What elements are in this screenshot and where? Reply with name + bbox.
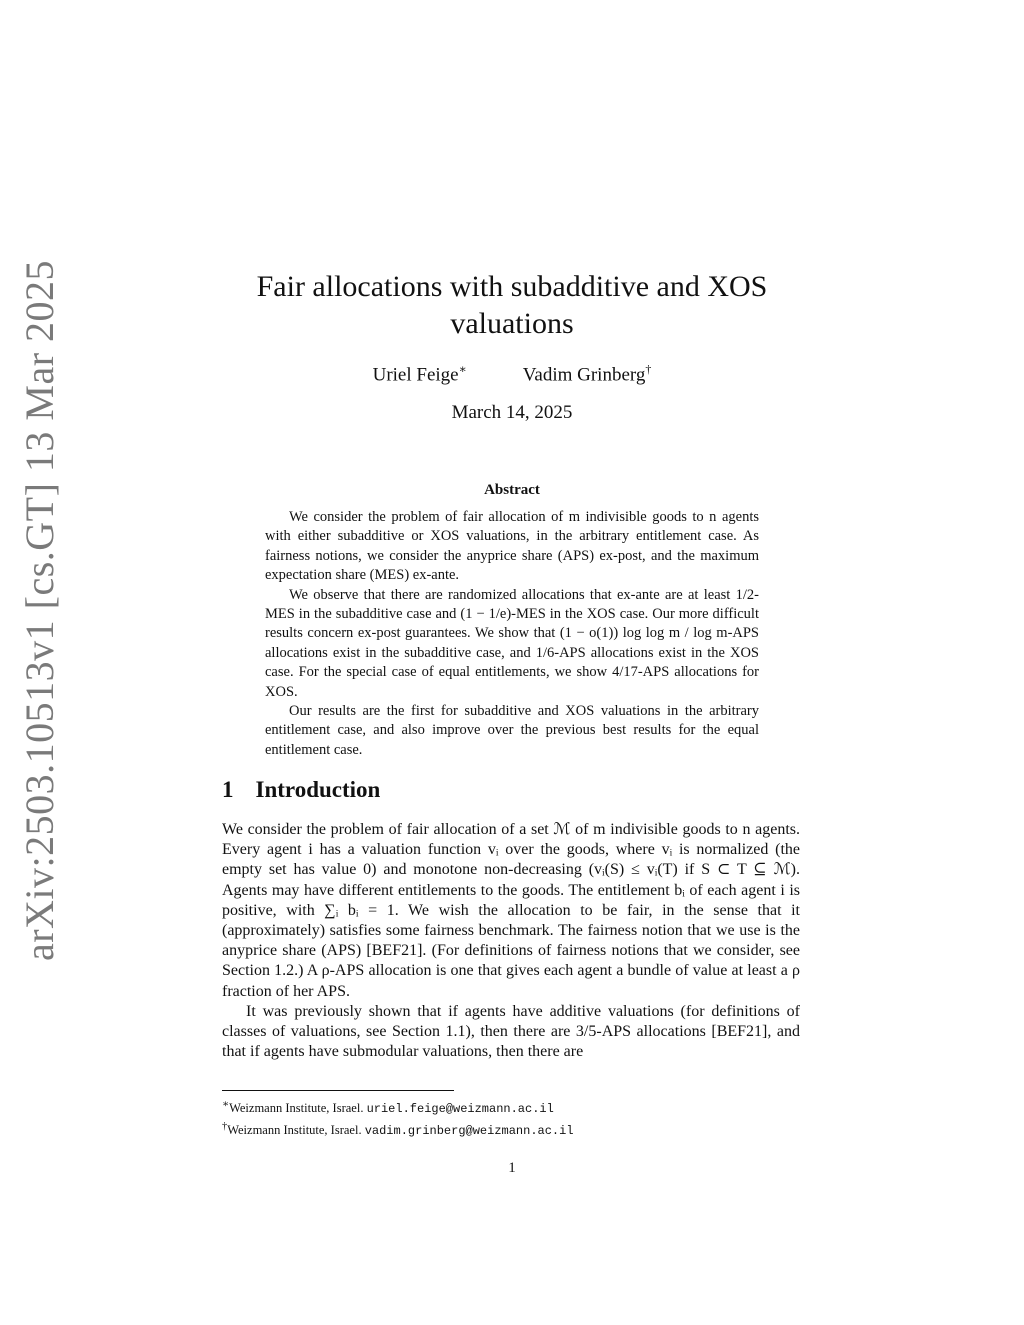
abstract-heading: Abstract (484, 482, 540, 498)
author-2 (523, 362, 652, 386)
footnote-divider (222, 1090, 454, 1091)
arxiv-identifier-text: arXiv:2503.10513v1 [cs.GT] 13 Mar 2025 (17, 259, 63, 961)
introduction-body (222, 820, 800, 1062)
footnote-affiliation: Weizmann Institute, Israel. (227, 1123, 362, 1138)
author-1-name: Uriel Feige (372, 364, 459, 386)
author-list (222, 362, 802, 386)
author-2-name: Vadim Grinberg (522, 364, 646, 386)
author-1 (373, 362, 467, 386)
author-2-footnote-mark: † (645, 362, 652, 376)
arxiv-identifier-stamp (10, 259, 70, 961)
section-title: Introduction (255, 777, 381, 802)
footnote-affiliation: Weizmann Institute, Israel. (229, 1101, 364, 1116)
section-heading (222, 777, 802, 803)
paper-date: March 14, 2025 (451, 402, 573, 423)
section-number: 1 (222, 777, 234, 802)
body-paragraph: It was previously shown that if agents have additive valuations (for definitions of classes of valuations, see Section 1.1), then there are 3/5-APS allocations [BEF21], and that if agents have submodular valuations, then there are (222, 1002, 800, 1061)
footnote-mark: † (222, 1121, 228, 1133)
footnote (222, 1096, 802, 1118)
paper-title: Fair allocations with subadditive and XOS valuations (256, 270, 768, 340)
body-paragraph: We consider the problem of fair allocation of a set ℳ of m indivisible goods to n agents. Every agent i has a valuation function vᵢ over the goods, where vᵢ is normalized (the empty set has value 0) and monotone non-decreasing (vᵢ(S) ≤ vᵢ(T) if S ⊂ T ⊆ ℳ). Agents may have different entitlements to the goods. The entitlement bᵢ of each agent i is positive, with ∑ᵢ bᵢ = 1. We wish the allocation to be fair, in the sense that it (approximately) satisfies some fairness benchmark. The fairness notion that we use is the anyprice share (APS) [BEF21]. (For definitions of fairness notions that we consider, see Section 1.2.) A ρ-APS allocation is one that gives each agent a bundle of value at least a ρ fraction of her APS. (222, 821, 800, 1000)
footnote (222, 1118, 802, 1140)
abstract-paragraph: We observe that there are randomized allocations that ex-ante are at least 1/2-MES in the subadditive case and (1 − 1/e)-MES in the XOS case. Our more difficult results concern ex-post guarantees. We show that (1 − o(1)) log log m / log m-APS allocations exist in the subadditive case, and 1/6-APS allocations exist in the XOS case. For the special case of equal entitlements, we show 4/17-APS allocations for XOS. (265, 586, 759, 700)
page-number: 1 (508, 1160, 516, 1176)
abstract-body (265, 508, 759, 760)
footnotes (222, 1096, 802, 1140)
footnote-email[interactable]: vadim.grinberg@weizmann.ac.il (364, 1124, 574, 1139)
footnote-email[interactable]: uriel.feige@weizmann.ac.il (366, 1102, 554, 1117)
abstract-paragraph: We consider the problem of fair allocation of m indivisible goods to n agents with either subadditive or XOS valuations, in the arbitrary entitlement case. As fairness notions, we consider the anyprice share (APS) ex-post, and the maximum expectation share (MES) ex-ante. (265, 509, 759, 584)
author-1-footnote-mark: ∗ (458, 362, 467, 376)
footnote-mark: ∗ (222, 1099, 230, 1110)
abstract-paragraph: Our results are the first for subadditive and XOS valuations in the arbitrary entitlement case, and also improve over the previous best results for the equal entitlement case. (265, 703, 759, 758)
